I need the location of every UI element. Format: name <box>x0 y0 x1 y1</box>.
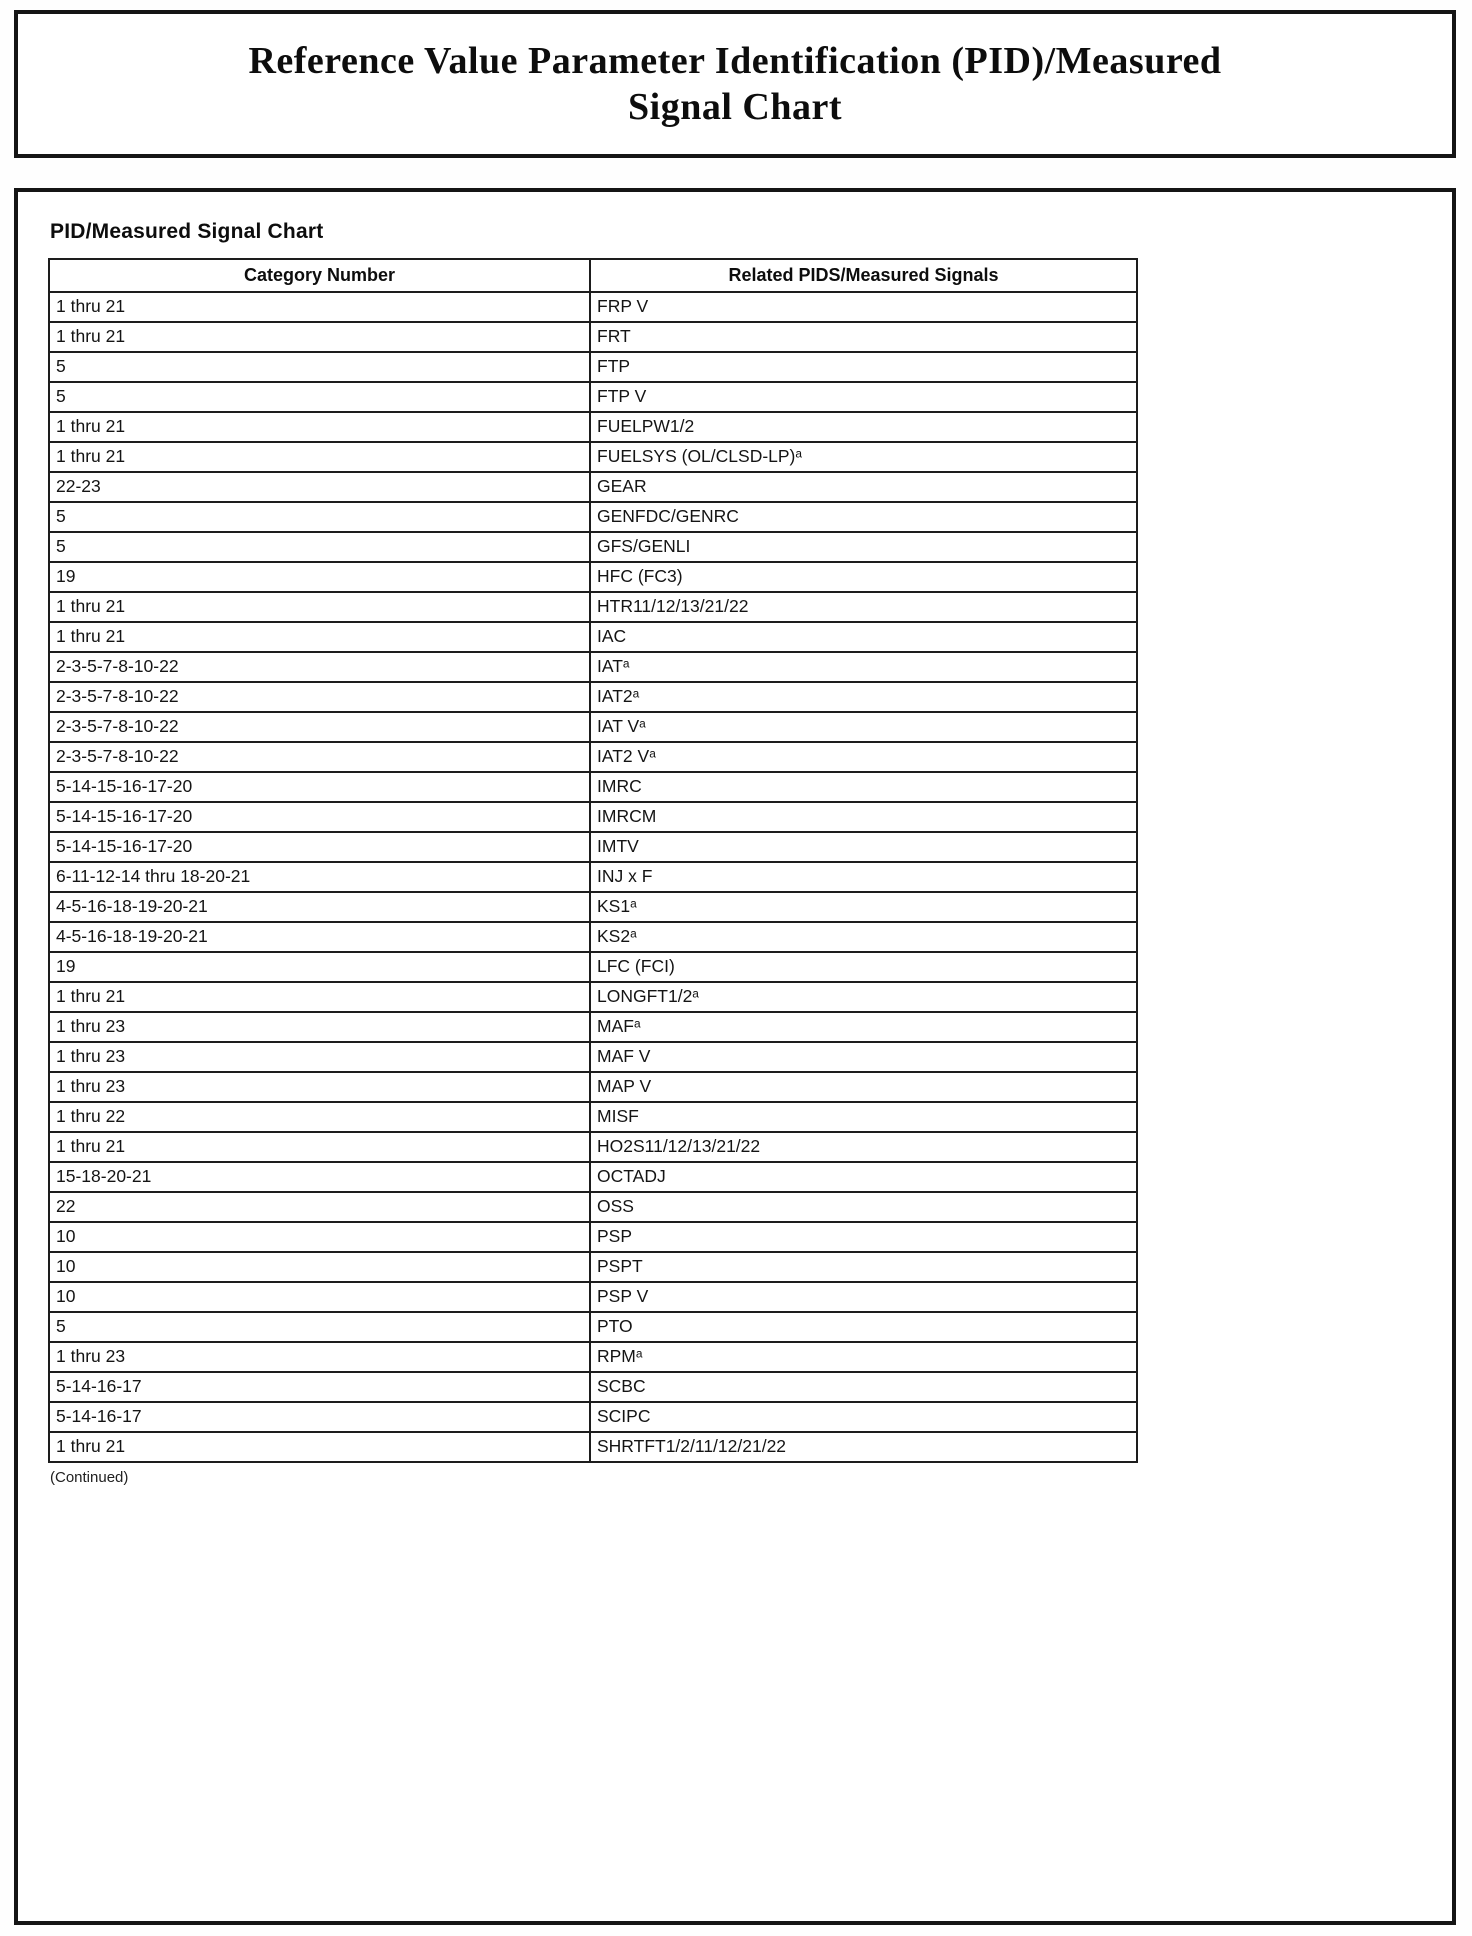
related-signal-cell: GENFDC/GENRC <box>590 502 1137 532</box>
category-number-cell: 5 <box>49 502 590 532</box>
continued-note: (Continued) <box>50 1469 129 1486</box>
related-signal-cell: FUELSYS (OL/CLSD-LP)ᵃ <box>590 442 1137 472</box>
table-row <box>49 1132 1137 1162</box>
related-signal-cell: KS1ᵃ <box>590 892 1137 922</box>
related-signal-cell: PTO <box>590 1312 1137 1342</box>
table-header-row <box>49 259 1137 292</box>
related-signal-cell: GEAR <box>590 472 1137 502</box>
table-row <box>49 922 1137 952</box>
table-row <box>49 1102 1137 1132</box>
category-number-cell: 4-5-16-18-19-20-21 <box>49 922 590 952</box>
related-signal-cell: MAFᵃ <box>590 1012 1137 1042</box>
related-signal-cell: OCTADJ <box>590 1162 1137 1192</box>
table-row <box>49 1042 1137 1072</box>
related-signal-cell: IAT2ᵃ <box>590 682 1137 712</box>
table-row <box>49 1282 1137 1312</box>
category-number-cell: 5-14-16-17 <box>49 1372 590 1402</box>
category-number-cell: 1 thru 23 <box>49 1012 590 1042</box>
related-signal-cell: MAP V <box>590 1072 1137 1102</box>
category-number-cell: 5 <box>49 1312 590 1342</box>
table-row <box>49 1072 1137 1102</box>
related-signal-cell: PSPT <box>590 1252 1137 1282</box>
category-number-cell: 5-14-15-16-17-20 <box>49 802 590 832</box>
table-row <box>49 832 1137 862</box>
related-signal-cell: HFC (FC3) <box>590 562 1137 592</box>
related-signal-cell: INJ x F <box>590 862 1137 892</box>
category-number-cell: 1 thru 23 <box>49 1072 590 1102</box>
related-signal-cell: IMRCM <box>590 802 1137 832</box>
page-title: Reference Value Parameter Identification (PID)/Measured Signal Chart <box>248 39 1222 128</box>
table-row <box>49 862 1137 892</box>
table-row <box>49 1192 1137 1222</box>
related-signal-cell: HTR11/12/13/21/22 <box>590 592 1137 622</box>
related-signal-cell: FUELPW1/2 <box>590 412 1137 442</box>
related-signal-cell: IAT2 Vᵃ <box>590 742 1137 772</box>
category-number-cell: 1 thru 21 <box>49 292 590 322</box>
related-signal-cell: HO2S11/12/13/21/22 <box>590 1132 1137 1162</box>
related-signal-cell: PSP <box>590 1222 1137 1252</box>
table-row <box>49 1402 1137 1432</box>
related-signal-cell: IAT Vᵃ <box>590 712 1137 742</box>
related-signal-cell: PSP V <box>590 1282 1137 1312</box>
category-number-cell: 5-14-15-16-17-20 <box>49 832 590 862</box>
table-row <box>49 622 1137 652</box>
category-number-cell: 6-11-12-14 thru 18-20-21 <box>49 862 590 892</box>
table-row <box>49 1162 1137 1192</box>
category-number-cell: 1 thru 21 <box>49 622 590 652</box>
category-number-cell: 5 <box>49 532 590 562</box>
category-number-cell: 5 <box>49 382 590 412</box>
category-number-cell: 5 <box>49 352 590 382</box>
category-number-cell: 5-14-16-17 <box>49 1402 590 1432</box>
table-row <box>49 592 1137 622</box>
table-row <box>49 502 1137 532</box>
table-row <box>49 1342 1137 1372</box>
table-row <box>49 382 1137 412</box>
related-signal-cell: FTP V <box>590 382 1137 412</box>
table-row <box>49 1312 1137 1342</box>
category-number-cell: 10 <box>49 1252 590 1282</box>
table-row <box>49 1222 1137 1252</box>
table-row <box>49 982 1137 1012</box>
category-number-cell: 1 thru 23 <box>49 1342 590 1372</box>
title-box <box>14 10 1456 158</box>
category-number-cell: 1 thru 21 <box>49 322 590 352</box>
related-signal-cell: IMRC <box>590 772 1137 802</box>
related-signal-cell: GFS/GENLI <box>590 532 1137 562</box>
category-number-cell: 19 <box>49 952 590 982</box>
table-body <box>49 292 1137 1462</box>
category-number-cell: 1 thru 21 <box>49 412 590 442</box>
category-number-cell: 1 thru 21 <box>49 982 590 1012</box>
table-row <box>49 532 1137 562</box>
table-row <box>49 352 1137 382</box>
related-signal-cell: SHRTFT1/2/11/12/21/22 <box>590 1432 1137 1462</box>
related-signal-cell: SCIPC <box>590 1402 1137 1432</box>
category-number-cell: 22 <box>49 1192 590 1222</box>
table-row <box>49 892 1137 922</box>
table-row <box>49 772 1137 802</box>
category-number-cell: 2-3-5-7-8-10-22 <box>49 742 590 772</box>
related-signal-cell: LONGFT1/2ᵃ <box>590 982 1137 1012</box>
related-signal-cell: FTP <box>590 352 1137 382</box>
category-number-cell: 1 thru 23 <box>49 1042 590 1072</box>
related-signal-cell: FRT <box>590 322 1137 352</box>
category-number-cell: 1 thru 21 <box>49 1132 590 1162</box>
table-row <box>49 682 1137 712</box>
table-row <box>49 652 1137 682</box>
related-signal-cell: IMTV <box>590 832 1137 862</box>
table-row <box>49 1372 1137 1402</box>
table-row <box>49 742 1137 772</box>
section-heading: PID/Measured Signal Chart <box>50 220 324 243</box>
category-number-cell: 2-3-5-7-8-10-22 <box>49 712 590 742</box>
related-signal-cell: MISF <box>590 1102 1137 1132</box>
table-row <box>49 1012 1137 1042</box>
related-signal-cell: RPMᵃ <box>590 1342 1137 1372</box>
related-signal-cell: IAC <box>590 622 1137 652</box>
table-row <box>49 292 1137 322</box>
table-row <box>49 442 1137 472</box>
related-signal-cell: FRP V <box>590 292 1137 322</box>
category-number-cell: 19 <box>49 562 590 592</box>
category-number-cell: 4-5-16-18-19-20-21 <box>49 892 590 922</box>
table-row <box>49 952 1137 982</box>
table-row <box>49 472 1137 502</box>
category-number-cell: 22-23 <box>49 472 590 502</box>
table-row <box>49 322 1137 352</box>
table-row <box>49 412 1137 442</box>
related-signal-cell: IATᵃ <box>590 652 1137 682</box>
column-header-related-pids: Related PIDS/Measured Signals <box>590 259 1137 292</box>
table-row <box>49 712 1137 742</box>
category-number-cell: 2-3-5-7-8-10-22 <box>49 682 590 712</box>
category-number-cell: 2-3-5-7-8-10-22 <box>49 652 590 682</box>
related-signal-cell: KS2ᵃ <box>590 922 1137 952</box>
category-number-cell: 5-14-15-16-17-20 <box>49 772 590 802</box>
pid-signal-table <box>48 258 1138 1463</box>
content-box <box>14 188 1456 1925</box>
column-header-category-number: Category Number <box>49 259 590 292</box>
related-signal-cell: OSS <box>590 1192 1137 1222</box>
category-number-cell: 1 thru 22 <box>49 1102 590 1132</box>
category-number-cell: 10 <box>49 1222 590 1252</box>
category-number-cell: 1 thru 21 <box>49 1432 590 1462</box>
category-number-cell: 1 thru 21 <box>49 592 590 622</box>
related-signal-cell: SCBC <box>590 1372 1137 1402</box>
category-number-cell: 10 <box>49 1282 590 1312</box>
table-row <box>49 1432 1137 1462</box>
category-number-cell: 15-18-20-21 <box>49 1162 590 1192</box>
related-signal-cell: MAF V <box>590 1042 1137 1072</box>
table-row <box>49 802 1137 832</box>
table-row <box>49 562 1137 592</box>
related-signal-cell: LFC (FCI) <box>590 952 1137 982</box>
table-row <box>49 1252 1137 1282</box>
category-number-cell: 1 thru 21 <box>49 442 590 472</box>
